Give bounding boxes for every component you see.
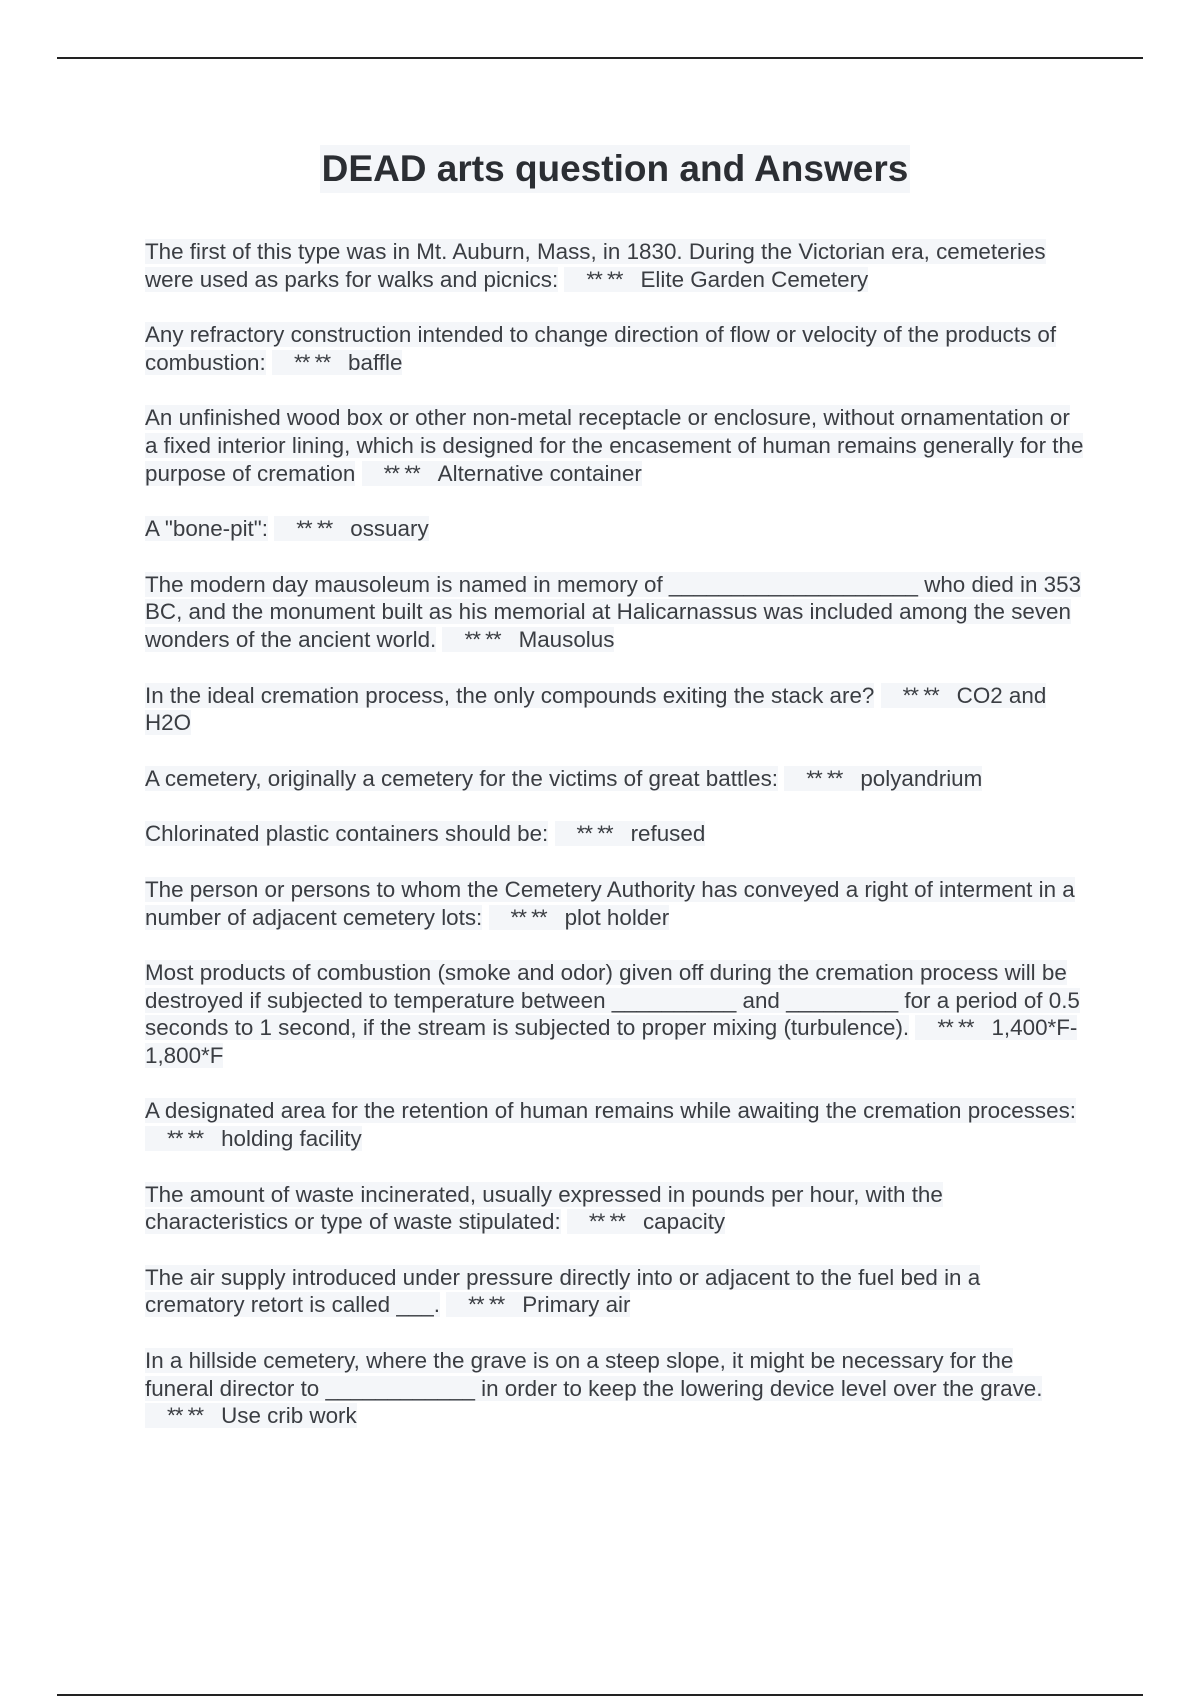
answer-separator: ** ** — [274, 516, 350, 541]
answer-text: capacity — [642, 1209, 726, 1235]
question-text: An unfinished wood box or other non-metal receptacle or enclosure, without ornamentation or a fixed interior lining, which is designed for the encasement of human remains generally for the purpose of cremation — [145, 405, 1084, 486]
question-text: A cemetery, originally a cemetery for the victims of great battles: — [145, 765, 778, 791]
qa-item — [145, 321, 1085, 376]
qa-item — [145, 1097, 1085, 1152]
qa-item — [145, 515, 1085, 543]
question-text: In the ideal cremation process, the only compounds exiting the stack are? — [145, 682, 875, 708]
answer-text: ossuary — [350, 516, 429, 542]
qa-item — [145, 682, 1085, 737]
qa-item — [145, 1181, 1085, 1236]
answer-separator: ** ** — [915, 1015, 991, 1040]
answer-separator: ** ** — [362, 461, 438, 486]
question-text: The first of this type was in Mt. Auburn, Mass, in 1830. During the Victorian era, cemeteries were used as parks for walks and picnics: — [145, 239, 1046, 292]
question-text: The person or persons to whom the Cemetery Authority has conveyed a right of interment in a number of adjacent cemetery lots: — [145, 876, 1075, 930]
answer-text: refused — [630, 821, 706, 847]
bottom-rule — [57, 1694, 1143, 1696]
question-text: The air supply introduced under pressure directly into or adjacent to the fuel bed in a crematory retort is called ___. — [145, 1264, 981, 1318]
answer-separator: ** ** — [272, 350, 348, 375]
answer-text: polyandrium — [860, 765, 983, 791]
answer-text: Use crib work — [221, 1403, 357, 1429]
question-text: Chlorinated plastic containers should be: — [145, 821, 549, 847]
question-text: The modern day mausoleum is named in memory of ____________________ who died in 353 BC, and the monument built as his memorial at Halicarnassus was included among the seven wonders of the ancient world. — [145, 571, 1082, 652]
top-rule — [57, 57, 1143, 59]
question-text: Most products of combustion (smoke and odor) given off during the cremation process will be destroyed if subjected to temperature between __________ and _________ for a period of 0.5 seconds to 1 second, if the stream is subjected to proper mixing (turbulence). — [145, 960, 1080, 1041]
answer-separator: ** ** — [489, 905, 565, 930]
answer-text: baffle — [348, 349, 403, 375]
answer-separator: ** ** — [567, 1209, 643, 1234]
qa-item — [145, 238, 1085, 293]
answer-separator: ** ** — [446, 1292, 522, 1317]
answer-separator: ** ** — [145, 1403, 221, 1428]
answer-text: holding facility — [221, 1126, 362, 1152]
answer-separator: ** ** — [881, 683, 957, 708]
qa-item — [145, 765, 1085, 793]
qa-list — [145, 238, 1085, 1458]
answer-text: Mausolus — [518, 626, 615, 652]
question-text: In a hillside cemetery, where the grave is on a steep slope, it might be necessary for the funeral director to ____________ in order to keep the lowering device level over the grave. — [145, 1348, 1043, 1401]
question-text: A "bone-pit": — [145, 516, 268, 542]
answer-separator: ** ** — [442, 627, 518, 652]
answer-separator: ** ** — [145, 1126, 221, 1151]
answer-separator: ** ** — [564, 267, 640, 292]
qa-item — [145, 876, 1085, 931]
document-title: DEAD arts question and Answers — [320, 145, 911, 193]
qa-item — [145, 571, 1085, 654]
qa-item — [145, 820, 1085, 848]
answer-text: Elite Garden Cemetery — [640, 266, 869, 292]
question-text: Any refractory construction intended to change direction of flow or velocity of the products of combustion: — [145, 322, 1057, 375]
title-container — [145, 145, 1085, 193]
question-text: A designated area for the retention of human remains while awaiting the cremation processes: — [145, 1098, 1076, 1124]
answer-text: plot holder — [564, 904, 670, 930]
answer-text: 1,400*F- 1,800*F — [145, 1015, 1078, 1068]
qa-item — [145, 1347, 1085, 1430]
qa-item — [145, 1264, 1085, 1319]
question-text: The amount of waste incinerated, usually expressed in pounds per hour, with the characteristics or type of waste stipulated: — [145, 1181, 943, 1235]
answer-separator: ** ** — [784, 766, 860, 791]
answer-text: Alternative container — [437, 460, 642, 486]
answer-text: CO2 and H2O — [145, 682, 1047, 736]
qa-item — [145, 959, 1085, 1069]
qa-item — [145, 404, 1085, 487]
answer-separator: ** ** — [555, 821, 631, 846]
answer-text: Primary air — [522, 1292, 631, 1318]
